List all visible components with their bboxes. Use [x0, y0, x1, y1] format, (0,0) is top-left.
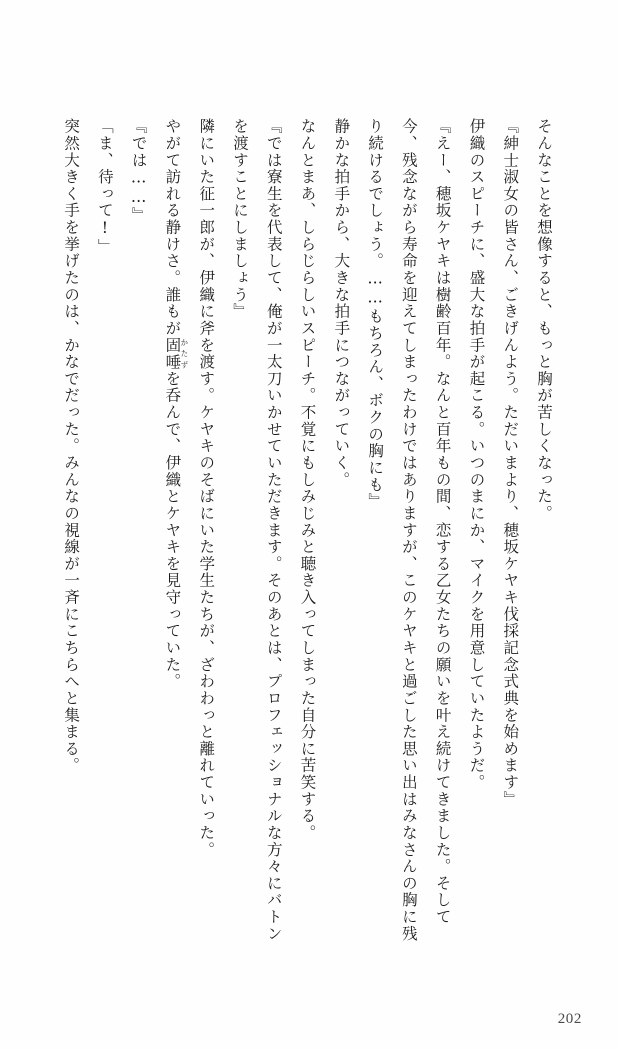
paragraph: 「ま、待って!」 — [95, 118, 114, 256]
ruby-reading: かたず — [179, 336, 189, 371]
paragraph: 突然大きく手を挙げたのは、かなでだった。みんなの視線が一斉にこちらへと集まる。 — [62, 118, 81, 774]
paragraph-text-before-ruby: やがて訪れる静けさ。誰もが — [163, 118, 182, 337]
paragraph: なんとまあ、しらじらしいスピーチ。不覚にもしみじみと聴き入ってしまった自分に苦笑する。 — [298, 118, 317, 842]
page-number: 202 — [557, 1011, 582, 1027]
paragraph: 『紳士淑女の皆さん、ごきげんよう。ただいまより、穂坂ケヤキ伐採記念式典を始めます』 — [501, 118, 520, 808]
paragraph-text-after-ruby: を呑んで、伊織とケヤキを見守っていた。 — [163, 370, 182, 690]
paragraph: 『えー、穂坂ケヤキは樹齢百年。なんと百年もの間、恋する乙女たちの願いを叶え続けてきました。そして今、残念ながら寿命を迎えてしまったわけではありますが、このケヤキと過ごした思い出はみなさんの胸に残り続けるでしょう。……もちろん、ボクの胸にも』 — [366, 118, 452, 943]
paragraph: 『では……』 — [129, 118, 148, 224]
paragraph-with-ruby — [155, 118, 189, 948]
paragraph: 静かな拍手から、大きな拍手につながっていく。 — [332, 118, 351, 488]
paragraph: 『では寮生を代表して、俺が一太刀いかせていただきます。そのあとは、プロフェッショナルな方々にバトンを渡すことにしましょう』 — [230, 118, 283, 943]
novel-text-body — [53, 118, 560, 948]
ruby-base: 固唾 — [163, 336, 182, 371]
paragraph: 伊織のスピーチに、盛大な拍手が起こる。いつのまにか、マイクを用意していたようだ。 — [467, 118, 486, 791]
paragraph: 隣にいた征一郎が、伊織に斧を渡す。ケヤキのそばにいた学生たちが、ざわわっと離れていった。 — [197, 118, 216, 858]
paragraph: そんなことを想像すると、もっと胸が苦しくなった。 — [535, 118, 553, 522]
ruby-annotation — [163, 336, 189, 371]
